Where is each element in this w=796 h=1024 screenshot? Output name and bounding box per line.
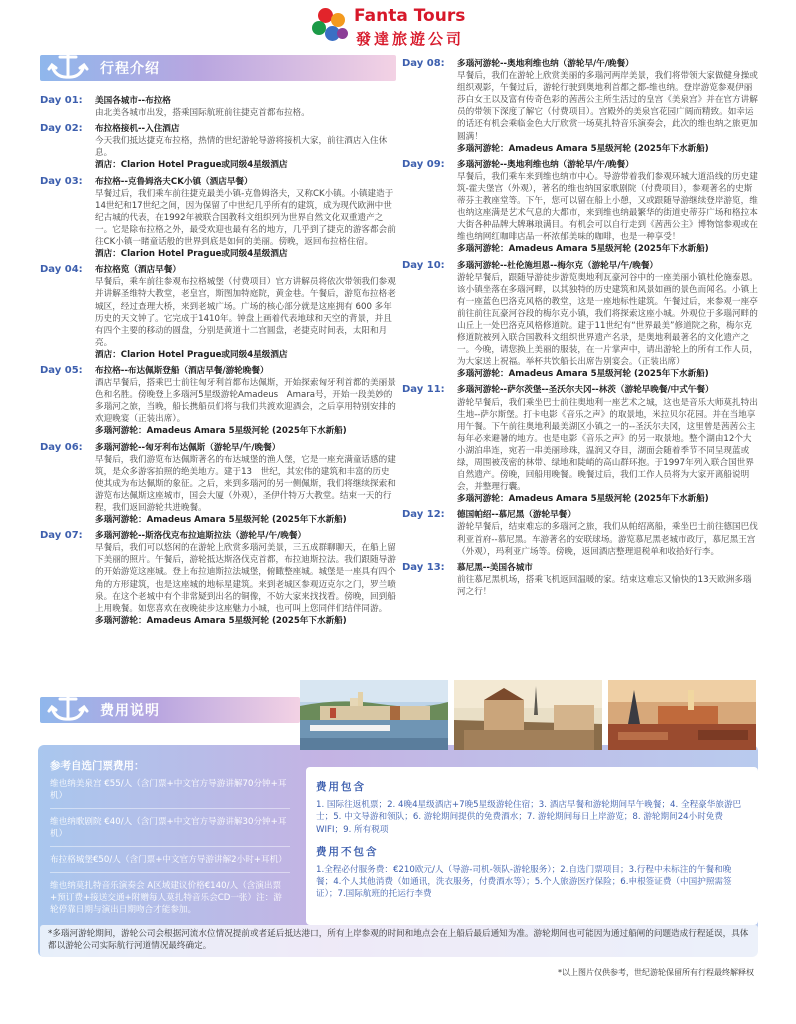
day-title: 德国帕绍--慕尼黑（游轮早餐） — [457, 510, 576, 521]
day-cruise: 多瑙河游轮：Amadeus Amara 5星级河轮 (2025年下水新船) — [95, 426, 347, 437]
day-entry — [40, 442, 396, 527]
day-description: 早餐后，乘车前往参观布拉格城堡（付费项目）官方讲解员将依次带领我们参观并讲解圣维特大教堂，老皇宫，斯图加特庭院，黄金巷。午餐后，游览布拉格老城区，经过查理大桥，来到老城广场。广场的核心部分就是这座拥有 600 多年历史的天文钟了。它完成于1410年。钟盘上画着代表地球和天空的背景，并且有四个主要的移动的圆盘，分别是黄道十二宫圆盘，老捷克时间表，太阳和月亮。 — [95, 277, 396, 348]
day-cruise: 多瑙河游轮：Amadeus Amara 5星级河轮 (2025年下水新船) — [95, 515, 347, 526]
day-description: 早餐后，我们在游轮上欣赏美丽的多瑙河两岸美景，我们将带领大家做健身操或组织观影，午餐过后，游轮行驶到奥地利首都之都-维也纳。登岸游览参观伊丽莎白女王以及富有传奇色彩的茜茜公主所生活过的皇宫《美泉宫》并在官方讲解员的带领下深度了解它（付费项目）。宫殿外的美泉宫花园广阔而精致。如幸运的话还有机会乘临金色大厅欣赏一场莫扎特音乐演奏会，此次的维也纳之旅更加圆满！ — [457, 71, 758, 142]
day-cruise: 多瑙河游轮：Amadeus Amara 5星级河轮 (2025年下水新船) — [457, 244, 709, 255]
day-title: 慕尼黑--美国各城市 — [457, 562, 533, 573]
itinerary-title: 行程介绍 — [100, 61, 160, 77]
day-description: 早餐后，我们乘车来到维也纳市中心。导游带着我们参观环城大道沿线的历史建筑-霍夫堡宫（外观），著名的维也纳国家歌剧院（付费项目），参观著名的史斯蒂芬主教座堂等。下午，您可以留在船上小憩，又或跟随导游继续登岸游览，维也纳这座满是艺术气息的大都市，来到维也纳最繁华的街道史蒂芬广场和格拉本大街各种品牌大牌琳琅满目。有机会可以自行走到《茜茜公主》博物馆参观或在维也纳网红咖啡店品一杯浓郁美味的咖啡，也是一种享受！ — [457, 171, 758, 243]
fees-include-exclude-card — [306, 767, 758, 925]
photo-old-town — [454, 680, 602, 750]
day-cruise: 多瑙河游轮：Amadeus Amara 5星级河轮 (2025年下水新船) — [457, 369, 709, 380]
fees-included-text: 1. 国际往返机票；2. 4晚4星级酒店+7晚5星级游轮住宿；3. 酒店早餐和游轮期间早午晚餐；4. 全程豪华旅游巴士；5. 中文导游和领队；6. 游轮期间提供的免费酒水；7. 游轮期间每日上岸游览；8. 游轮期间24小时免费WIFI；9. 所有税项 — [316, 800, 742, 835]
day-hotel: 酒店：Clarion Hotel Prague或同级4星级酒店 — [95, 349, 288, 360]
day-hotel: 酒店：Clarion Hotel Prague或同级4星级酒店 — [95, 249, 288, 260]
day-label: Day 06: — [40, 441, 83, 453]
day-entry — [40, 365, 396, 438]
day-label: Day 04: — [40, 264, 83, 276]
day-description: 早餐后，我们游览布达佩斯著名的布达城堡的渔人堡，它是一座充满童话感的建筑，是众多游客拍照的绝美地方。建于13 世纪，其宏伟的建筑和丰富的历史使其成为布达佩斯的象征。之后，来到多瑙河的另一侧佩斯，我们将继续探索和游览布达佩斯这座城市，国会大厦（外观），圣伊什特万大教堂。结束一天的行程，我们返回游轮共进晚餐。 — [95, 454, 396, 513]
cruise-notice: *多瑙河游轮期间，游轮公司会根据河流水位情况提前或者延后抵达港口，所有上岸参观的时间和地点会在上船后最后通知为准。游轮期间也可能因为通过船闸的问题造成行程延误，具体都以游轮公司实际航行河道情况最终确定。 — [40, 925, 758, 957]
day-entry — [402, 58, 758, 155]
brand-logo — [310, 6, 500, 48]
day-title: 多瑙河游轮--斯洛伐克布拉迪斯拉法（游轮早/午/晚餐） — [95, 531, 307, 542]
optional-ticket-fees — [50, 760, 290, 929]
day-description: 早餐后，我们可以悠闲的在游轮上欣赏多瑙河美景，三五成群聊聊天，在船上留下美丽的照片。午餐后，游轮抵达斯洛伐克首都，布拉迪斯拉法。我们跟随导游的开始游览这座城。登上布拉迪斯拉法城堡，俯瞰整座城。城堡是一座具有四个角的方形建筑，也是这座城的地标星建筑。来到老城区参观迈克尔之门，罗兰喷泉。在这个老城中有个非常疑到出名的铜像，不妨大家来找找看。傍晚，回到船上用晚餐。如您喜欢在夜晚徒步这座魅力小城，也可叫上您同伴们结伴同游。 — [95, 543, 396, 614]
day-title: 布拉格--克鲁姆洛夫CK小镇（酒店早餐） — [95, 176, 253, 187]
brand-name-en: Fanta Tours — [354, 6, 466, 26]
day-description: 酒店早餐后，搭乘巴士前往匈牙利首都布达佩斯，开始探索匈牙利首都的美丽景色和名胜。傍晚登上多瑙河5星级游轮Amadeus Amara号，开始一段美妙的多瑙河之旅，当晚，船长携船员们将与我们共渡欢迎酒会，之后享用特别安排的欢迎晚宴（正装出席）。 — [95, 378, 396, 425]
day-title: 布拉格览（酒店早餐） — [95, 265, 181, 276]
day-entry — [402, 260, 758, 381]
photo-strip — [300, 680, 756, 750]
day-label: Day 07: — [40, 530, 83, 542]
day-description: 前往慕尼黑机场，搭乘飞机返回温暖的家。结束这难忘又愉快的13天欧洲多瑙河之行！ — [457, 574, 752, 597]
footnote: *以上图片仅供参考，世纪游轮保留所有行程最终解释权 — [558, 968, 754, 977]
optional-fee-item: 维也纳歌剧院 €40/人（含门票+中文官方导游讲解30分钟+耳机） — [50, 816, 290, 847]
day-label: Day 08: — [402, 58, 445, 69]
day-label: Day 10: — [402, 259, 445, 271]
day-label: Day 02: — [40, 123, 83, 135]
day-entry — [402, 159, 758, 256]
brand-name-cn: 發達旅遊公司 — [356, 30, 465, 48]
day-label: Day 13: — [402, 561, 445, 573]
fees-included-title: 费用包含 — [316, 781, 366, 793]
day-label: Day 05: — [40, 364, 83, 376]
day-title: 多瑙河游轮--奥地利维也纳（游轮早/午/晚餐） — [457, 159, 634, 170]
anchor-icon — [46, 42, 90, 82]
day-title: 布拉格接机--入住酒店 — [95, 124, 180, 135]
optional-fee-item: 维也纳美泉宫 €55/人（含门票+中文官方导游讲解70分钟+耳机） — [50, 778, 290, 809]
day-title: 布拉格--布达佩斯登船（酒店早餐/游轮晚餐） — [95, 365, 269, 376]
day-entry — [40, 176, 396, 261]
day-description: 由北美各城市出发，搭乘国际航班前往捷克首都布拉格。 — [95, 108, 310, 119]
day-description: 游轮早餐后，我们乘坐巴士前往奥地利一座艺术之城，这也是音乐大师莫扎特出生地--萨尔斯堡。打卡电影《音乐之声》的取景地，米拉贝尔花园。并在当地享用午餐。下午前往奥地利最美湖区小镇之一的--圣沃尔夫冈，这里曾是茜茜公主每年必来避暑的地方。也是电影《音乐之声》的另一取景地。整个湖由12个大小湖泊串连，宛若一串美丽珍珠，温润又夺目，湖面会随着季节不同呈现蓝或绿，周围被茂密的林带、绿地和陡峭的高山群环抱。于1997年列入联合国世界自然遗产。傍晚，回船用晚餐。晚餐过后，我们工作人员将为大家开离船说明会，并整理行囊。 — [457, 397, 758, 493]
day-entry — [40, 530, 396, 627]
day-entry — [40, 95, 396, 119]
day-description: 游轮早餐后，跟随导游徒步游览奥地利瓦豪河谷中的一座美丽小镇杜伦施泰恩。该小镇坐落在多瑙河畔，以其独特的历史建筑和风景如画的景色而闻名。小镇上有一座蓝色巴洛克风格的教堂，这是一座地标性建筑。午餐过后，来参观一座亭前往前往瓦豪河谷段的梅尔克小镇，我们将探索这座小城。外观位于多瑙河畔的山丘上一处巴洛克风格修道院。建于11世纪有“世界最美”修道院之称，梅尔克修道院被列入联合国教科文组织世界遗产名录，是奥地利最著名的文化遗产之一。今晚，请您换上美丽的服装，在一片掌声中，请出游轮上的所有工作人员，为大家送上祝福。举杯共饮船长出席告别宴会。（正装出席） — [457, 272, 758, 368]
day-label: Day 09: — [402, 158, 445, 170]
optional-fee-item: 布拉格城堡€50/人（含门票+中文官方导游讲解2小时+耳机） — [50, 854, 290, 873]
day-label: Day 03: — [40, 175, 83, 187]
day-label: Day 11: — [402, 384, 445, 396]
photo-bratislava — [608, 680, 756, 750]
day-description: 今天我们抵达捷克布拉格，热情的世纪游轮导游将接机大家，前往酒店入住休息。 — [95, 136, 388, 159]
day-title: 多瑙河游轮--奥地利维也纳（游轮早/午/晚餐） — [457, 59, 634, 69]
day-cruise: 多瑙河游轮：Amadeus Amara 5星级河轮 (2025年下水新船) — [457, 494, 709, 505]
optional-fees-title: 参考自选门票费用： — [50, 760, 145, 772]
photo-passau-river — [300, 680, 448, 750]
day-description: 早餐过后，我们乘车前往捷克最美小镇-克鲁姆洛夫，又称CK小镇。小镇建造于14世纪和17世纪之间，因为保留了中世纪几乎所有的建筑，成为现代欧洲中世纪古城的代表，在1992年被联合国教科文组织列为世界自然文化双重遗产之一。它是除布拉格之外，最受欢迎也最有名的地方，几乎到了捷克的游客都会前往CK小镇一睹童话般的世界到底是如何的美丽。傍晚，返回布拉格住宿。 — [95, 188, 396, 248]
itinerary-banner — [40, 55, 396, 81]
day-label: Day 12: — [402, 509, 445, 521]
logo-balls-icon — [310, 8, 350, 46]
day-cruise: 多瑙河游轮：Amadeus Amara 5星级河轮 (2025年下水新船) — [95, 615, 347, 626]
day-label: Day 01: — [40, 95, 83, 106]
day-cruise: 多瑙河游轮：Amadeus Amara 5星级河轮 (2025年下水新船) — [457, 143, 709, 154]
day-entry — [402, 384, 758, 505]
day-title: 多瑙河游轮--杜伦施坦恩--梅尔克（游轮早/午/晚餐） — [457, 260, 659, 271]
itinerary-left-column — [40, 95, 396, 631]
day-title: 多瑙河游轮--萨尔茨堡--圣沃尔夫冈--林茨（游轮早晚餐/中式午餐） — [457, 385, 714, 396]
anchor-icon — [46, 684, 90, 724]
day-entry — [402, 562, 758, 598]
day-description: 游轮早餐后，结束难忘的多瑙河之旅，我们从帕绍离船，乘坐巴士前往德国巴伐利亚首府--慕尼黑。车游著名的安联球场。游览慕尼黑老城市政厅，慕尼黑王宫（外观），玛利亚广场等。傍晚，返回酒店整理退税单和收拾好行李。 — [457, 522, 758, 557]
day-title: 多瑙河游轮--匈牙利布达佩斯（游轮早/午/晚餐） — [95, 442, 281, 453]
optional-fee-item: 维也纳莫扎特音乐演奏会 A区域建议价格€140/人（含演出票+预订费+接送交通+附赠每人莫扎特音乐会CD一张）注：游轮停靠日期与演出日期吻合才能参加。 — [50, 881, 282, 915]
day-title: 美国各城市--布拉格 — [95, 96, 171, 106]
day-hotel: 酒店：Clarion Hotel Prague或同级4星级酒店 — [95, 160, 288, 171]
fees-excluded-text: 1.全程必付服务费：€210欧元/人（导游-司机-领队-游轮服务）；2.自选门票项目；3.行程中未标注的午餐和晚餐；4.个人其他消费（如通讯，洗衣服务，付费酒水等）；5.个人旅游医疗保险；6.申根签证费（中国护照需签证）；7.国际航班的托运行李费 — [316, 865, 732, 900]
fees-excluded-title: 费用不包含 — [316, 845, 379, 858]
itinerary-right-column — [402, 58, 758, 602]
day-entry — [40, 123, 396, 171]
fees-title: 费用说明 — [100, 703, 160, 719]
day-entry — [40, 264, 396, 361]
day-entry — [402, 509, 758, 557]
